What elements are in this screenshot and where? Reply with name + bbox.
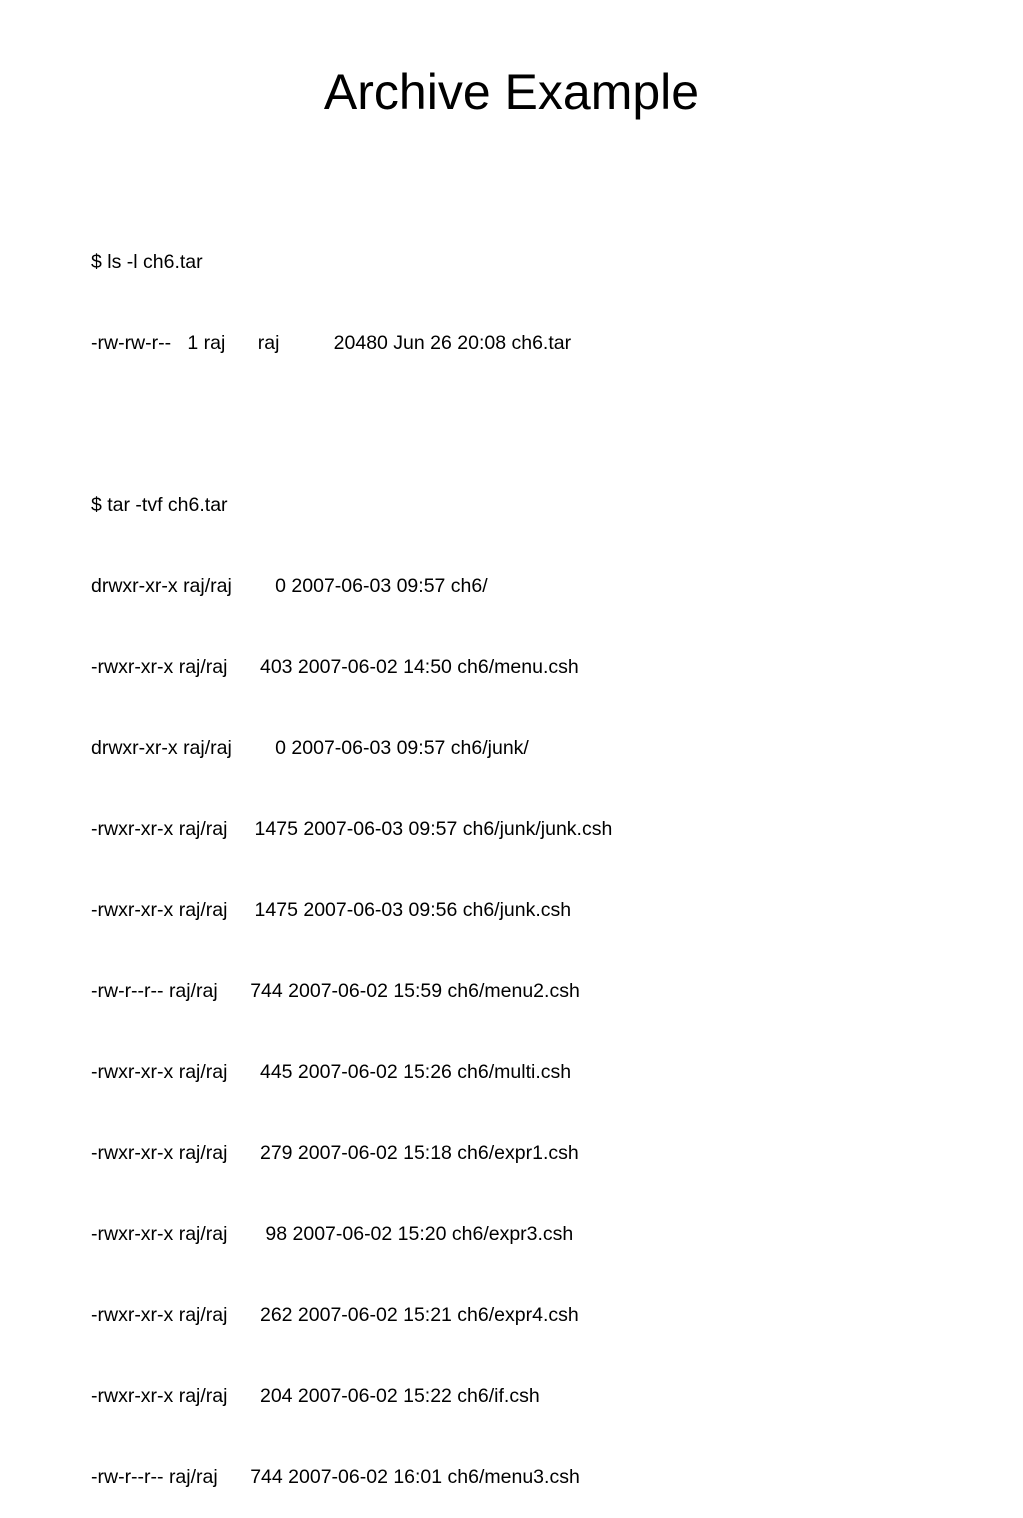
tar-listing-line: -rwxr-xr-x raj/raj 279 2007-06-02 15:18 ch6/expr1.csh xyxy=(91,1142,579,1164)
tar-listing-line: -rwxr-xr-x raj/raj 1475 2007-06-03 09:56 ch6/junk.csh xyxy=(91,899,572,921)
tar-listing-line: drwxr-xr-x raj/raj 0 2007-06-03 09:57 ch6/ xyxy=(91,575,488,597)
terminal-output-block xyxy=(91,195,612,1518)
tar-listing-line: -rw-r--r-- raj/raj 744 2007-06-02 15:59 ch6/menu2.csh xyxy=(91,980,580,1002)
command-line-tar: $ tar -tvf ch6.tar xyxy=(91,494,228,516)
slide-title: Archive Example xyxy=(323,64,700,120)
tar-listing-line: -rwxr-xr-x raj/raj 403 2007-06-02 14:50 ch6/menu.csh xyxy=(91,656,579,678)
tar-listing-line: -rwxr-xr-x raj/raj 98 2007-06-02 15:20 ch6/expr3.csh xyxy=(91,1223,574,1245)
ls-output-line: -rw-rw-r-- 1 raj raj 20480 Jun 26 20:08 ch6.tar xyxy=(91,332,572,354)
tar-listing-line: -rwxr-xr-x raj/raj 204 2007-06-02 15:22 ch6/if.csh xyxy=(91,1385,540,1407)
tar-listing-line: -rwxr-xr-x raj/raj 1475 2007-06-03 09:57 ch6/junk/junk.csh xyxy=(91,818,613,840)
tar-listing-line: -rw-r--r-- raj/raj 744 2007-06-02 16:01 ch6/menu3.csh xyxy=(91,1466,580,1488)
tar-listing-line: drwxr-xr-x raj/raj 0 2007-06-03 09:57 ch6/junk/ xyxy=(91,737,529,759)
command-line-ls: $ ls -l ch6.tar xyxy=(91,251,203,273)
blank-line xyxy=(91,411,612,438)
tar-listing-line: -rwxr-xr-x raj/raj 262 2007-06-02 15:21 ch6/expr4.csh xyxy=(91,1304,579,1326)
tar-listing-line: -rwxr-xr-x raj/raj 445 2007-06-02 15:26 ch6/multi.csh xyxy=(91,1061,572,1083)
